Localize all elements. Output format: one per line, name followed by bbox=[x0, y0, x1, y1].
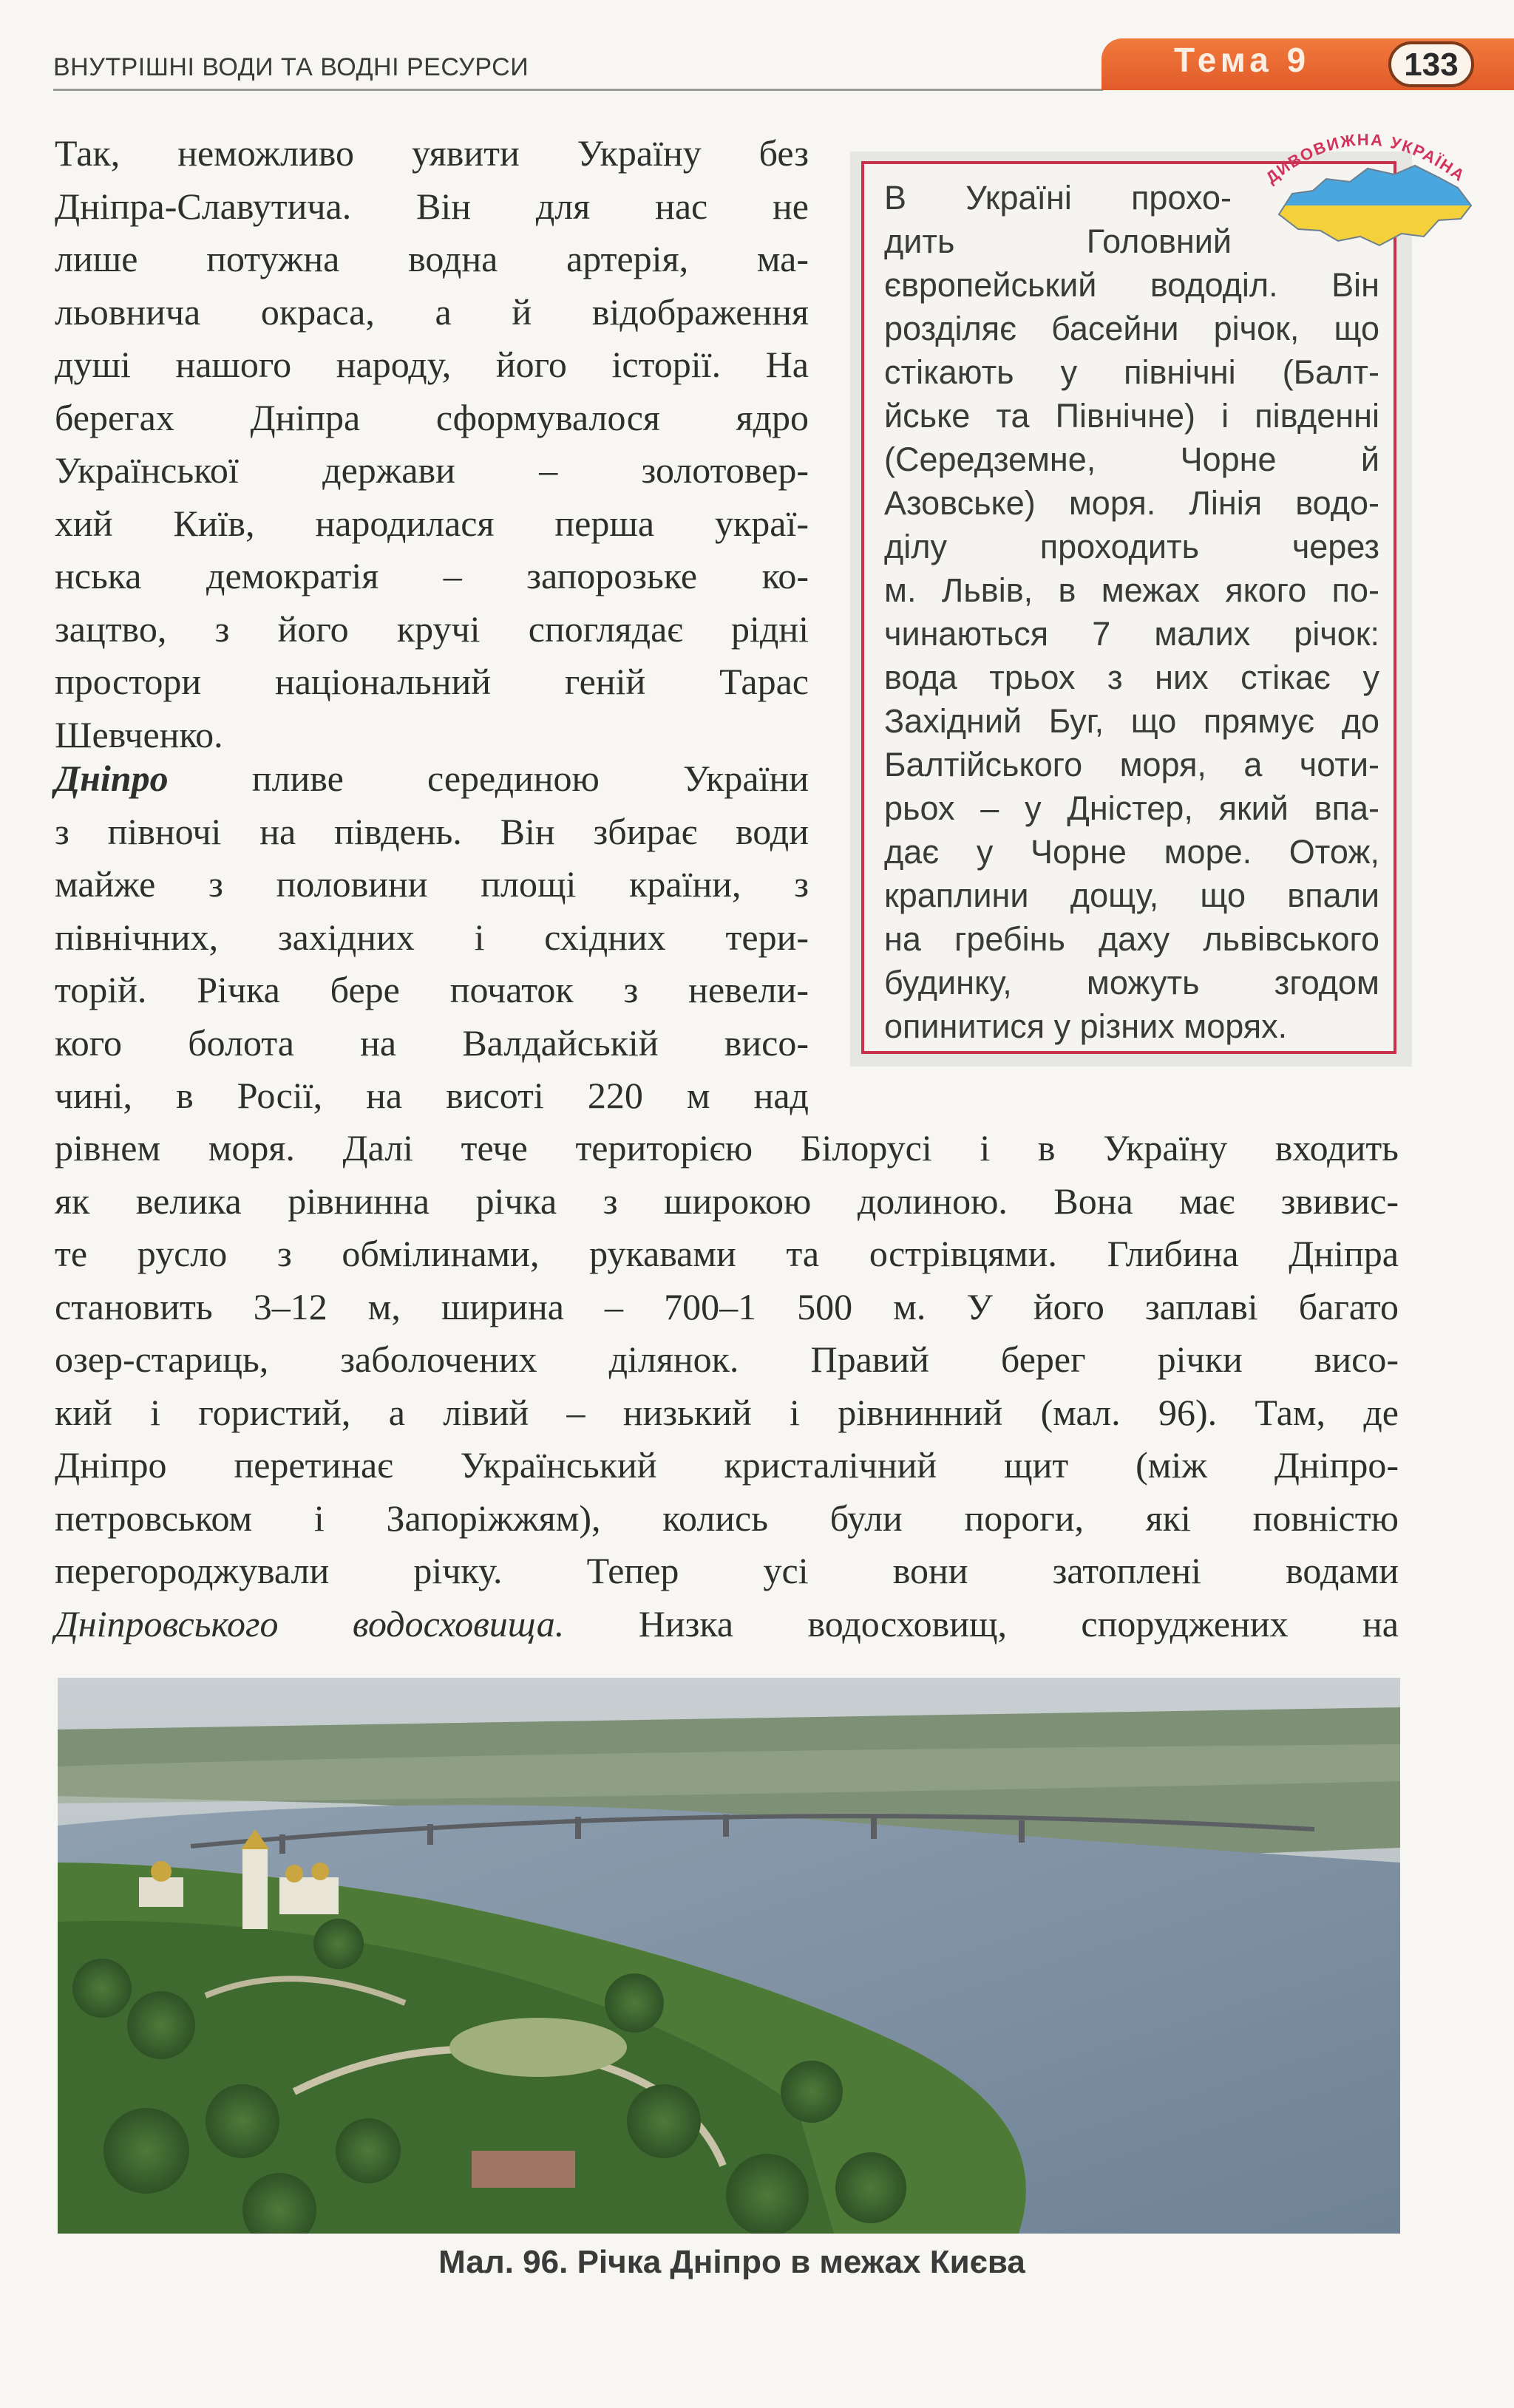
paragraph-intro bbox=[55, 127, 809, 761]
sidebar-line: будинку, можуть згодом bbox=[884, 964, 1379, 1001]
sidebar-line: Азовське) моря. Лінія водо- bbox=[884, 484, 1379, 522]
text-line: рівнем моря. Далі тече територією Білорусі і в Україну входить bbox=[55, 1127, 1399, 1169]
theme-label: Тема 9 bbox=[1174, 41, 1311, 79]
text-line: петровськом і Запоріжжям), колись були пороги, які повністю bbox=[55, 1497, 1399, 1539]
dnipro-kyiv-photo bbox=[58, 1678, 1400, 2234]
text-line: кий і гористий, а лівий – низький і рівнинний (мал. 96). Там, де bbox=[55, 1391, 1399, 1433]
text-line: чині, в Росії, на висоті 220 м над bbox=[55, 1075, 809, 1116]
text-line: зацтво, з його кручі споглядає рідні bbox=[55, 608, 809, 650]
paragraph-dnipro-continued bbox=[55, 1122, 1399, 1650]
text-line: Дніпро перетинає Український кристалічний щит (між Дніпро- bbox=[55, 1444, 1399, 1486]
text-line bbox=[55, 752, 809, 806]
sidebar-line: стікають у північні (Балт- bbox=[884, 353, 1379, 391]
term-reservoir: Дніпровського водосховища. bbox=[55, 1602, 565, 1645]
sidebar-line: (Середземне, Чорне й bbox=[884, 441, 1379, 478]
text-line: північних, західних і східних тери- bbox=[55, 916, 809, 958]
sidebar-line: йське та Північне) і південні bbox=[884, 397, 1379, 435]
sidebar-line: європейський вододіл. Він bbox=[884, 266, 1379, 304]
sidebar-line: Західний Буг, що прямує до bbox=[884, 702, 1379, 740]
text-line: Української держави – золотовер- bbox=[55, 449, 809, 491]
text-line: хий Київ, народилася перша украї- bbox=[55, 502, 809, 544]
text-line: Так, неможливо уявити Україну без bbox=[55, 132, 809, 174]
text-fragment: пливе серединою України bbox=[168, 758, 809, 799]
text-line: лише потужна водна артерія, ма- bbox=[55, 238, 809, 279]
sidebar-line: м. Львів, в межах якого по- bbox=[884, 571, 1379, 609]
sidebar-line: Балтійського моря, а чоти- bbox=[884, 746, 1379, 783]
text-line: становить 3–12 м, ширина – 700–1 500 м. У його заплаві багато bbox=[55, 1285, 1399, 1327]
sidebar-line: чинаються 7 малих річок: bbox=[884, 615, 1379, 653]
text-line: торій. Річка бере початок з невели- bbox=[55, 969, 809, 1010]
header-rule bbox=[53, 89, 1103, 91]
sidebar-text bbox=[884, 176, 1379, 1048]
text-line: з півночі на південь. Він збирає води bbox=[55, 810, 809, 852]
text-line: озер-стариць, заболочених ділянок. Правий берег річки висо- bbox=[55, 1339, 1399, 1380]
sidebar-line: ділу проходить через bbox=[884, 528, 1379, 565]
sidebar-line: краплини дощу, що впали bbox=[884, 877, 1379, 914]
sidebar-line: рьох – у Дністер, який впа- bbox=[884, 789, 1379, 827]
text-line bbox=[55, 1598, 1399, 1651]
figure-caption: Мал. 96. Річка Дніпро в межах Києва bbox=[438, 2244, 1025, 2280]
text-fragment: Низка водосховищ, споруджених на bbox=[564, 1602, 1399, 1645]
text-line: Дніпра-Славутича. Він для нас не bbox=[55, 185, 809, 227]
sidebar-line: В Україні прохо- bbox=[884, 179, 1232, 217]
text-line: перегороджували річку. Тепер усі вони затоплені водами bbox=[55, 1550, 1399, 1591]
text-line: як велика рівнинна річка з широкою долиною. Вона має звивис- bbox=[55, 1180, 1399, 1222]
text-line: льовнича окраса, а й відображення bbox=[55, 290, 809, 333]
text-line: кого болота на Валдайській висо- bbox=[55, 1021, 809, 1064]
sidebar-line: на гребінь даху львівського bbox=[884, 920, 1379, 958]
term-dnipro: Дніпро bbox=[55, 758, 169, 799]
wonderful-ukraine-badge-icon bbox=[1249, 111, 1493, 259]
sidebar-line: розділяє басейни річок, що bbox=[884, 310, 1379, 347]
sidebar-line: дить Головний bbox=[884, 222, 1232, 260]
running-title: ВНУТРІШНІ ВОДИ ТА ВОДНІ РЕСУРСИ bbox=[53, 53, 529, 81]
text-line: майже з половини площі країни, з bbox=[55, 863, 809, 905]
sidebar-line: опинитися у різних морях. bbox=[884, 1007, 1288, 1045]
page-number: 133 bbox=[1388, 41, 1474, 87]
text-line: те русло з обмілинами, рукавами та острівцями. Глибина Дніпра bbox=[55, 1233, 1399, 1274]
sidebar-line: вода трьох з них стікає у bbox=[884, 659, 1379, 696]
text-line: простори національний геній Тарас bbox=[55, 661, 809, 702]
text-line: Шевченко. bbox=[55, 713, 223, 755]
text-line: нська демократія – запорозьке ко- bbox=[55, 555, 809, 596]
text-line: душі нашого народу, його історії. На bbox=[55, 344, 809, 385]
svg-text:ДИВОВИЖНА УКРАЇНА: ДИВОВИЖНА УКРАЇНА bbox=[1262, 130, 1470, 188]
text-line: берегах Дніпра сформувалося ядро bbox=[55, 396, 809, 438]
paragraph-dnipro bbox=[55, 752, 809, 1123]
sidebar-line: дає у Чорне море. Отож, bbox=[884, 833, 1379, 871]
